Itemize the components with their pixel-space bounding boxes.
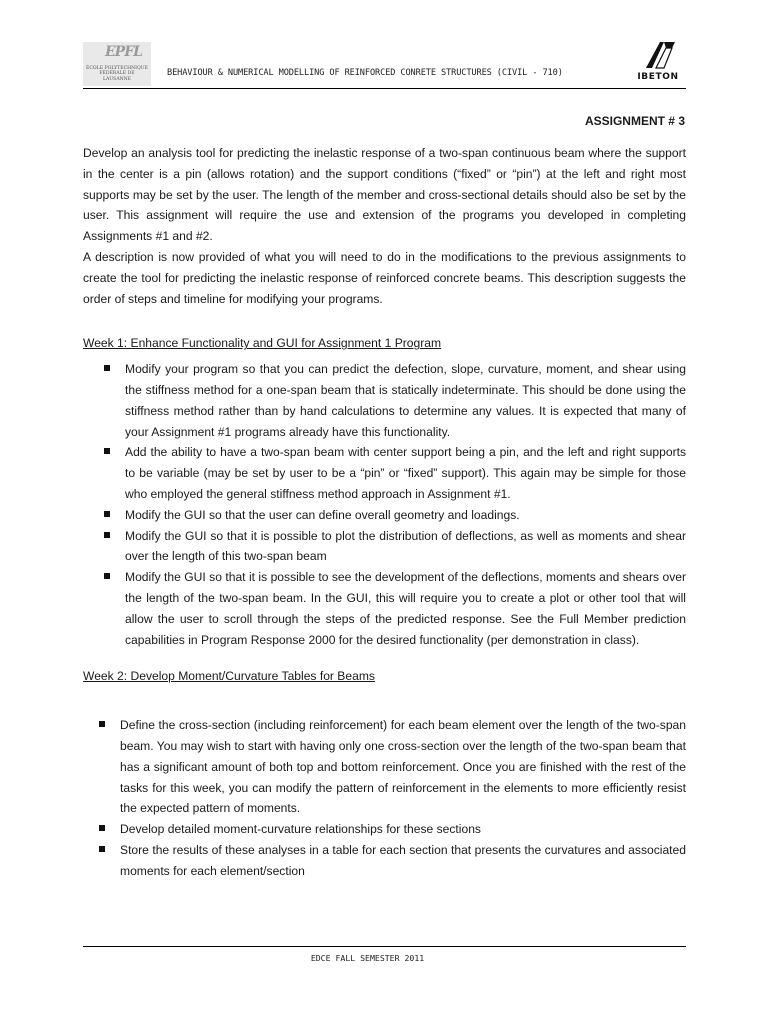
page-header [83, 40, 686, 85]
assignment-title: ASSIGNMENT # 3 [584, 114, 685, 128]
bullet-icon [99, 825, 105, 831]
epfl-logo [83, 42, 151, 86]
intro-paragraph: A description is now provided of what you will need to do in the modifications to the previous assignments to create the tool for predicting the inelastic response of reinforced concrete beams. This description suggests the order of steps and timeline for modifying your programs. [83, 249, 686, 306]
week2-task-list [83, 715, 686, 881]
bullet-icon [99, 721, 105, 727]
week1-heading: Week 1: Enhance Functionality and GUI for Assignment 1 Program [83, 336, 442, 351]
list-item-text: Modify the GUI so that it is possible to see the development of the deflections, moments and shears over the length of the two-span beam. In the GUI, this will require you to create a plot or other tool that will allow the user to scroll through the steps of the predicted response. See the Full Member prediction capabilities in Program Response 2000 for the desired functionality (per demonstration in class). [125, 570, 686, 647]
list-item [83, 505, 686, 526]
header-divider [83, 88, 686, 89]
intro-paragraph: Develop an analysis tool for predicting the inelastic response of a two-span continuous beam where the support in the center is a pin (allows rotation) and the support conditions (“fixed” or “pin”) at the left and right most supports may be set by the user. The length of the member and cross-sectional details should also be set by the user. This assignment will require the use and extension of the programs you developed in completing Assignments #1 and #2. [83, 146, 686, 244]
list-item-text: Modify the GUI so that it is possible to plot the distribution of deflections, as well as moments and shear over the length of this two-span beam [125, 528, 686, 564]
list-item-text: Develop detailed moment-curvature relationships for these sections [120, 822, 481, 837]
week1-task-list [83, 359, 686, 650]
list-item-text: Modify your program so that you can predict the defection, slope, curvature, moment, and shear using the stiffness method for a one-span beam that is statically indeterminate. This should be done using the stiffness method rather than by hand calculations to determine any values. It is expected that many of your Assignment #1 programs already have this functionality. [125, 362, 686, 439]
epfl-logo-mark: EPFL [105, 44, 142, 60]
list-item-text: Modify the GUI so that the user can define overall geometry and loadings. [125, 507, 520, 522]
ibeton-emblem-icon [642, 40, 676, 70]
bullet-icon [104, 448, 110, 454]
list-item-text: Store the results of these analyses in a table for each section that presents the curvatures and associated moments for each element/section [120, 842, 686, 878]
course-title: BEHAVIOUR & NUMERICAL MODELLING OF REINFORCED CONRETE STRUCTURES (CIVIL - 710) [167, 68, 563, 78]
footer-divider [83, 946, 686, 947]
list-item [83, 359, 686, 442]
bullet-icon [104, 532, 110, 538]
week2-heading: Week 2: Develop Moment/Curvature Tables for Beams [83, 669, 375, 684]
list-item [83, 442, 686, 504]
bullet-icon [104, 511, 110, 517]
list-item [83, 526, 686, 568]
list-item [83, 819, 686, 840]
ibeton-logo-text: IBETON [637, 72, 679, 82]
ibeton-logo [632, 40, 684, 84]
list-item-text: Add the ability to have a two-span beam with center support being a pin, and the left and right supports to be variable (may be set by user to be a “pin” or “fixed” support). This again may be simple for those who employed the general stiffness method approach in Assignment #1. [125, 445, 686, 501]
epfl-logo-text: ÉCOLE POLYTECHNIQUE FÉDÉRALE DE LAUSANNE [86, 66, 148, 82]
page-footer: EDCE FALL SEMESTER 2011 [310, 953, 425, 963]
list-item [83, 567, 686, 650]
bullet-icon [99, 846, 105, 852]
document-body [83, 143, 686, 882]
bullet-icon [104, 573, 110, 579]
bullet-icon [104, 365, 110, 371]
list-item-text: Define the cross-section (including reinforcement) for each beam element over the length of the two-span beam. You may wish to start with having only one cross-section over the length of the two-span beam that has a significant amount of both top and bottom reinforcement. Once you are finished with the rest of the tasks for this week, you can modify the pattern of reinforcement in the elements to more efficiently resist the expected pattern of moments. [120, 718, 686, 816]
list-item [83, 715, 686, 819]
list-item [83, 840, 686, 882]
